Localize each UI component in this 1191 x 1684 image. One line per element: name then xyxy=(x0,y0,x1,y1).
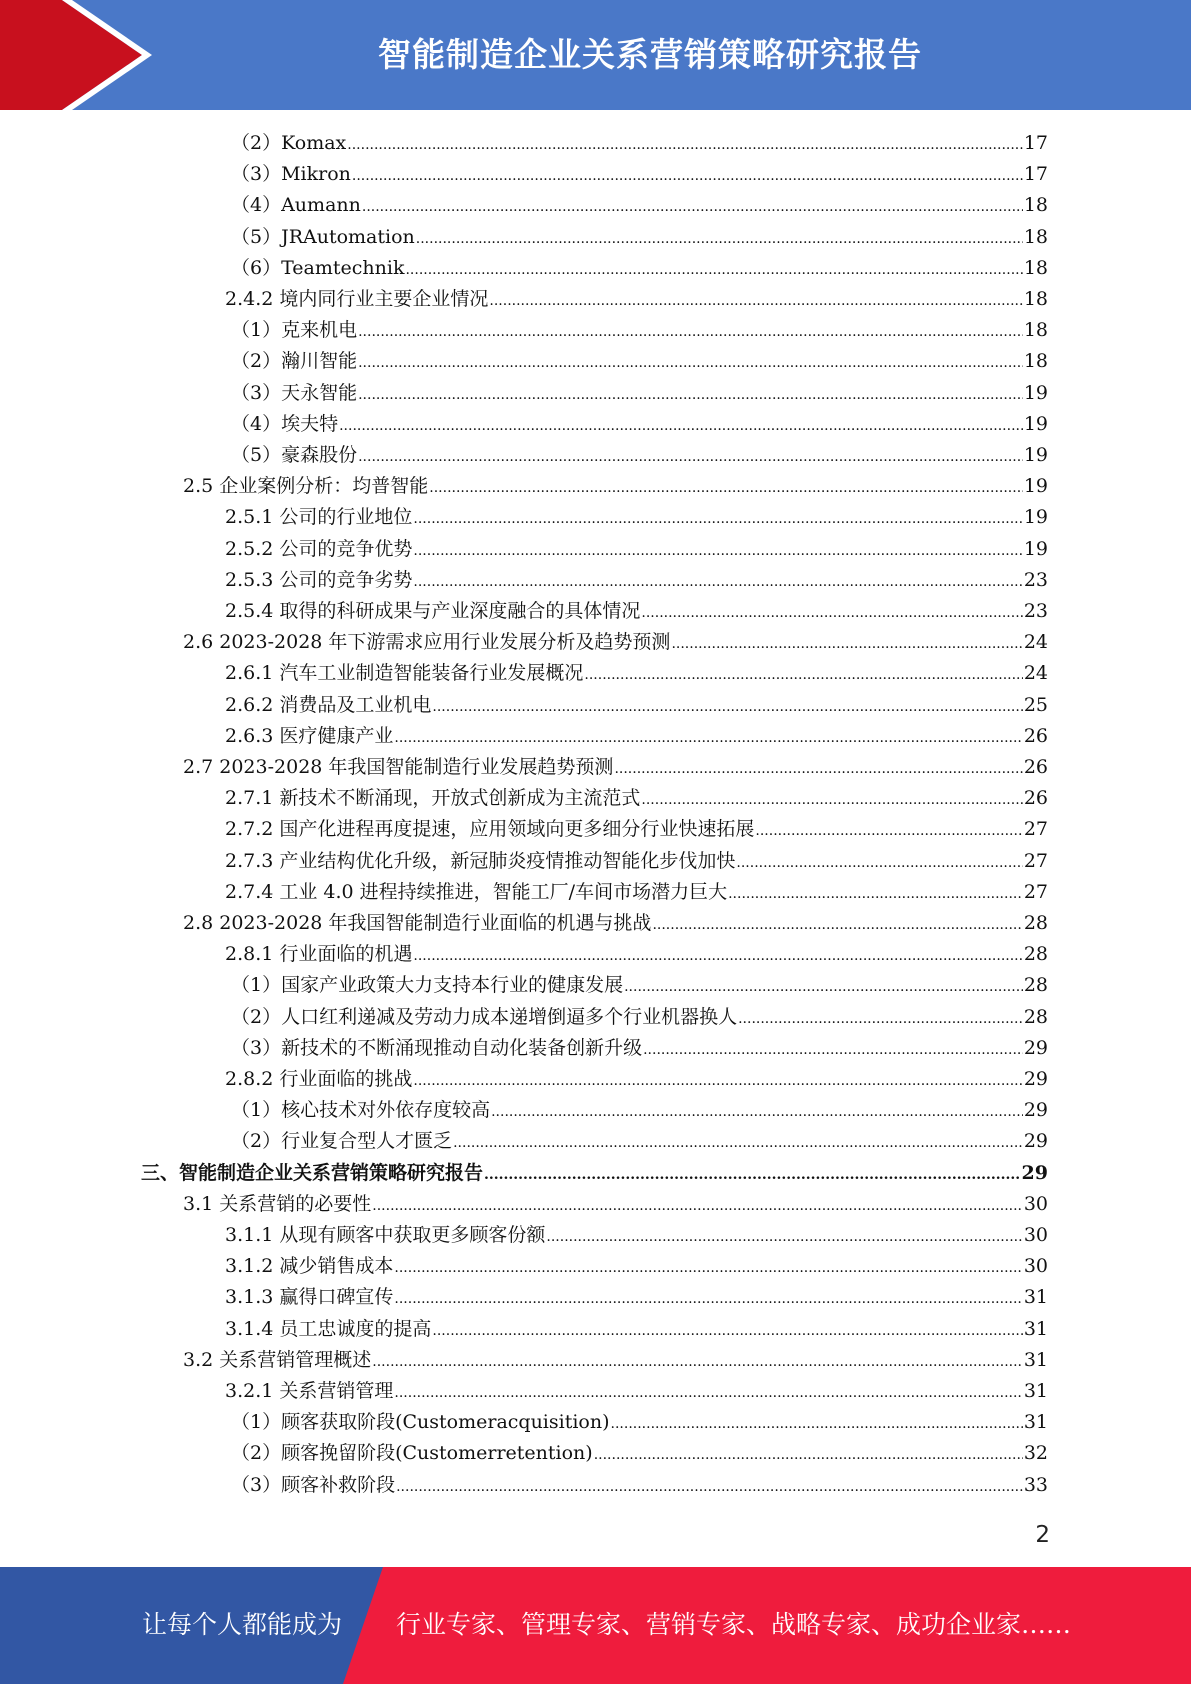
toc-entry-title: 2.6.2 消费品及工业机电 xyxy=(225,693,432,716)
toc-leader-dots xyxy=(358,348,1023,379)
toc-entry[interactable] xyxy=(231,315,1048,346)
toc-entry[interactable] xyxy=(225,1314,1048,1345)
toc-leader-dots xyxy=(594,1440,1023,1471)
toc-entry-page: 33 xyxy=(1023,1473,1048,1496)
toc-entry[interactable] xyxy=(231,128,1048,159)
toc-entry-title: （3）Mikron xyxy=(231,163,351,186)
toc-entry[interactable] xyxy=(231,159,1048,190)
toc-leader-dots xyxy=(394,1284,1022,1315)
toc-leader-dots xyxy=(394,1253,1022,1284)
footer-slogan-left: 让每个人都能成为 xyxy=(142,1610,343,1639)
toc-leader-dots xyxy=(755,816,1022,847)
toc-entry[interactable] xyxy=(231,970,1048,1001)
toc-entry-page: 23 xyxy=(1023,568,1048,591)
toc-entry-page: 27 xyxy=(1023,849,1048,872)
toc-entry-page: 17 xyxy=(1023,163,1048,186)
toc-entry-title: 三、智能制造企业关系营销策略研究报告 xyxy=(141,1161,484,1184)
toc-entry[interactable] xyxy=(231,253,1048,284)
toc-entry-title: 2.7.3 产业结构优化升级，新冠肺炎疫情推动智能化步伐加快 xyxy=(225,849,736,872)
toc-leader-dots xyxy=(728,879,1023,910)
toc-entry-title: 2.7.1 新技术不断涌现，开放式创新成为主流范式 xyxy=(225,787,641,810)
toc-leader-dots xyxy=(358,442,1023,473)
toc-leader-dots xyxy=(339,411,1023,442)
toc-entry-title: （1）顾客获取阶段(Customeracquisition) xyxy=(231,1411,610,1434)
toc-leader-dots xyxy=(413,536,1022,567)
toc-entry[interactable] xyxy=(231,1438,1048,1469)
toc-entry-title: 3.1.1 从现有顾客中获取更多顾客份额 xyxy=(225,1224,546,1246)
toc-entry-page: 18 xyxy=(1023,256,1048,279)
toc-leader-dots xyxy=(614,754,1022,785)
toc-entry-page: 24 xyxy=(1023,631,1048,654)
toc-entry[interactable] xyxy=(183,752,1048,783)
toc-entry-title: 2.7 2023-2028 年我国智能制造行业发展趋势预测 xyxy=(183,756,614,778)
toc-entry[interactable] xyxy=(225,1064,1048,1095)
toc-entry-title: 3.1.2 减少销售成本 xyxy=(225,1255,394,1278)
toc-entry-page: 23 xyxy=(1023,600,1048,622)
toc-entry-title: （4）埃夫特 xyxy=(231,412,339,435)
toc-entry-page: 27 xyxy=(1023,880,1048,903)
toc-leader-dots xyxy=(489,286,1022,317)
toc-entry-page: 19 xyxy=(1023,506,1048,529)
toc-entry-title: 2.5.3 公司的竞争劣势 xyxy=(225,568,413,591)
toc-entry-title: 2.8 2023-2028 年我国智能制造行业面临的机遇与挑战 xyxy=(183,912,652,934)
toc-entry-title: （2）瀚川智能 xyxy=(231,350,358,373)
toc-leader-dots xyxy=(484,1160,1021,1191)
toc-leader-dots xyxy=(352,161,1023,192)
toc-entry[interactable] xyxy=(183,1345,1048,1376)
toc-entry-title: 3.1.3 赢得口碑宣传 xyxy=(225,1286,394,1309)
toc-entry-title: （1）国家产业政策大力支持本行业的健康发展 xyxy=(231,974,624,997)
toc-entry-page: 28 xyxy=(1023,974,1048,997)
toc-leader-dots xyxy=(362,192,1023,223)
toc-entry-page: 24 xyxy=(1023,662,1048,685)
toc-entry-page: 30 xyxy=(1023,1255,1048,1278)
toc-leader-dots xyxy=(432,1316,1022,1347)
toc-entry[interactable] xyxy=(231,409,1048,440)
toc-entry-title: 3.1 关系营销的必要性 xyxy=(183,1192,372,1215)
toc-entry-page: 31 xyxy=(1023,1348,1048,1371)
toc-leader-dots xyxy=(413,567,1022,598)
toc-entry-page: 30 xyxy=(1023,1192,1048,1215)
toc-leader-dots xyxy=(358,380,1023,411)
toc-entry[interactable] xyxy=(231,1407,1048,1438)
toc-entry[interactable] xyxy=(225,846,1048,877)
toc-entry-page: 29 xyxy=(1023,1099,1048,1122)
toc-entry-page: 18 xyxy=(1023,194,1048,217)
toc-entry-title: 2.6.3 医疗健康产业 xyxy=(225,724,394,747)
toc-entry[interactable] xyxy=(183,1189,1048,1220)
toc-leader-dots xyxy=(396,1472,1023,1503)
toc-entry-title: 2.6 2023-2028 年下游需求应用行业发展分析及趋势预测 xyxy=(183,631,671,654)
toc-entry-page: 17 xyxy=(1023,132,1048,154)
toc-entry[interactable] xyxy=(231,378,1048,409)
toc-entry[interactable] xyxy=(225,1251,1048,1282)
toc-leader-dots xyxy=(736,848,1022,879)
toc-entry-title: （3）新技术的不断涌现推动自动化装备创新升级 xyxy=(231,1036,643,1059)
toc-entry-title: （3）顾客补救阶段 xyxy=(231,1473,396,1496)
toc-entry[interactable] xyxy=(225,284,1048,315)
toc-entry[interactable] xyxy=(225,1220,1048,1251)
toc-entry-title: （3）天永智能 xyxy=(231,381,358,404)
toc-leader-dots xyxy=(611,1409,1023,1440)
toc-entry[interactable] xyxy=(225,596,1048,627)
toc-entry-page: 26 xyxy=(1023,787,1048,810)
toc-leader-dots xyxy=(405,255,1022,286)
toc-entry-page: 31 xyxy=(1023,1286,1048,1309)
toc-entry-title: 2.5.2 公司的竞争优势 xyxy=(225,537,413,560)
footer-slogan-right: 行业专家、管理专家、营销专家、战略专家、成功企业家…… xyxy=(396,1610,1072,1639)
toc-entry-page: 19 xyxy=(1023,475,1048,498)
toc-entry-page: 29 xyxy=(1023,1036,1048,1059)
page-header xyxy=(0,0,1191,110)
toc-leader-dots xyxy=(372,1347,1023,1378)
toc-entry[interactable] xyxy=(231,1002,1048,1033)
toc-leader-dots xyxy=(584,660,1022,691)
toc-entry-title: 2.7.2 国产化进程再度提速，应用领域向更多细分行业快速拓展 xyxy=(225,818,755,841)
toc-leader-dots xyxy=(453,1128,1023,1159)
toc-entry[interactable] xyxy=(141,1158,1048,1189)
toc-entry-title: 3.2 关系营销管理概述 xyxy=(183,1348,372,1371)
toc-entry-page: 18 xyxy=(1023,319,1048,342)
toc-entry[interactable] xyxy=(225,877,1048,908)
toc-entry[interactable] xyxy=(225,939,1048,970)
toc-entry-title: （6）Teamtechnik xyxy=(231,256,405,279)
toc-entry[interactable] xyxy=(231,1126,1048,1157)
toc-entry-page: 18 xyxy=(1023,350,1048,373)
toc-entry-title: 3.1.4 员工忠诚度的提高 xyxy=(225,1317,432,1340)
toc-leader-dots xyxy=(347,130,1023,161)
toc-leader-dots xyxy=(738,1004,1023,1035)
header-arrow-decoration xyxy=(0,0,200,110)
toc-leader-dots xyxy=(416,224,1023,255)
page-footer xyxy=(0,1567,1191,1684)
toc-leader-dots xyxy=(671,629,1022,660)
toc-leader-dots xyxy=(546,1222,1022,1253)
toc-entry[interactable] xyxy=(231,1095,1048,1126)
toc-entry-page: 28 xyxy=(1023,912,1048,934)
toc-entry-page: 29 xyxy=(1021,1161,1048,1184)
toc-entry-page: 19 xyxy=(1023,444,1048,466)
toc-entry-title: （2）行业复合型人才匮乏 xyxy=(231,1130,453,1153)
toc-entry-title: 2.4.2 境内同行业主要企业情况 xyxy=(225,288,489,310)
toc-entry-title: 2.5.4 取得的科研成果与产业深度融合的具体情况 xyxy=(225,600,641,622)
page-number: 2 xyxy=(1035,1522,1050,1548)
toc-entry-page: 31 xyxy=(1023,1411,1048,1434)
toc-entry-page: 28 xyxy=(1023,1005,1048,1028)
toc-entry[interactable] xyxy=(225,690,1048,721)
document-title: 智能制造企业关系营销策略研究报告 xyxy=(378,35,922,74)
toc-entry-page: 18 xyxy=(1023,225,1048,248)
toc-entry[interactable] xyxy=(225,1376,1048,1407)
toc-entry-title: 2.5.1 公司的行业地位 xyxy=(225,506,413,529)
toc-entry[interactable] xyxy=(225,534,1048,565)
toc-entry-page: 26 xyxy=(1023,724,1048,747)
toc-entry[interactable] xyxy=(225,783,1048,814)
toc-leader-dots xyxy=(643,1035,1023,1066)
toc-entry[interactable] xyxy=(225,721,1048,752)
toc-entry-page: 18 xyxy=(1023,288,1048,310)
toc-entry[interactable] xyxy=(231,1470,1048,1501)
toc-entry-page: 27 xyxy=(1023,818,1048,841)
toc-leader-dots xyxy=(641,785,1022,816)
toc-entry[interactable] xyxy=(231,190,1048,221)
toc-entry[interactable] xyxy=(225,565,1048,596)
toc-leader-dots xyxy=(491,1097,1023,1128)
toc-entry-title: （2）Komax xyxy=(231,132,347,154)
toc-entry[interactable] xyxy=(231,1033,1048,1064)
toc-entry-page: 26 xyxy=(1023,756,1048,778)
toc-leader-dots xyxy=(394,1378,1022,1409)
toc-entry-title: （2）人口红利递减及劳动力成本递增倒逼多个行业机器换人 xyxy=(231,1005,738,1028)
toc-entry[interactable] xyxy=(231,346,1048,377)
toc-entry-title: 2.8.2 行业面临的挑战 xyxy=(225,1068,413,1090)
toc-entry-page: 29 xyxy=(1023,1130,1048,1153)
toc-entry-title: （5）JRAutomation xyxy=(231,225,415,248)
toc-entry[interactable] xyxy=(183,471,1048,502)
toc-leader-dots xyxy=(432,692,1022,723)
toc-entry-title: （1）核心技术对外依存度较高 xyxy=(231,1099,491,1122)
toc-entry-page: 30 xyxy=(1023,1224,1048,1246)
toc-leader-dots xyxy=(641,598,1022,629)
toc-entry-page: 31 xyxy=(1023,1380,1048,1402)
toc-entry-title: 2.5 企业案例分析：均普智能 xyxy=(183,475,429,498)
toc-entry[interactable] xyxy=(225,814,1048,845)
toc-entry[interactable] xyxy=(225,1282,1048,1313)
toc-entry-title: （5）豪森股份 xyxy=(231,444,358,466)
toc-entry-page: 31 xyxy=(1023,1317,1048,1340)
toc-entry-title: 2.6.1 汽车工业制造智能装备行业发展概况 xyxy=(225,662,584,685)
toc-entry-page: 25 xyxy=(1023,693,1048,716)
toc-entry-page: 28 xyxy=(1023,943,1048,966)
toc-entry[interactable] xyxy=(225,502,1048,533)
toc-leader-dots xyxy=(429,473,1023,504)
toc-leader-dots xyxy=(413,1066,1022,1097)
toc-entry-page: 19 xyxy=(1023,537,1048,560)
toc-entry-title: 2.7.4 工业 4.0 进程持续推进，智能工厂/车间市场潜力巨大 xyxy=(225,880,728,903)
toc-entry[interactable] xyxy=(225,658,1048,689)
toc-leader-dots xyxy=(394,723,1022,754)
toc-entry-title: 2.8.1 行业面临的机遇 xyxy=(225,943,413,966)
toc-leader-dots xyxy=(413,941,1022,972)
toc-entry-title: （1）克来机电 xyxy=(231,319,358,342)
toc-entry[interactable] xyxy=(183,627,1048,658)
toc-entry-title: （4）Aumann xyxy=(231,194,361,217)
toc-entry-page: 32 xyxy=(1023,1442,1048,1465)
toc-leader-dots xyxy=(624,972,1023,1003)
toc-entry[interactable] xyxy=(231,222,1048,253)
toc-leader-dots xyxy=(372,1191,1023,1222)
toc-leader-dots xyxy=(413,504,1022,535)
toc-entry-page: 19 xyxy=(1023,412,1048,435)
toc-entry[interactable] xyxy=(231,440,1048,471)
toc-entry-page: 29 xyxy=(1023,1068,1048,1090)
toc-entry-page: 19 xyxy=(1023,381,1048,404)
toc-entry-title: 3.2.1 关系营销管理 xyxy=(225,1380,394,1402)
toc-entry-title: （2）顾客挽留阶段(Customerretention) xyxy=(231,1442,593,1465)
toc-leader-dots xyxy=(652,910,1022,941)
toc-leader-dots xyxy=(358,317,1023,348)
toc-entry[interactable] xyxy=(183,908,1048,939)
